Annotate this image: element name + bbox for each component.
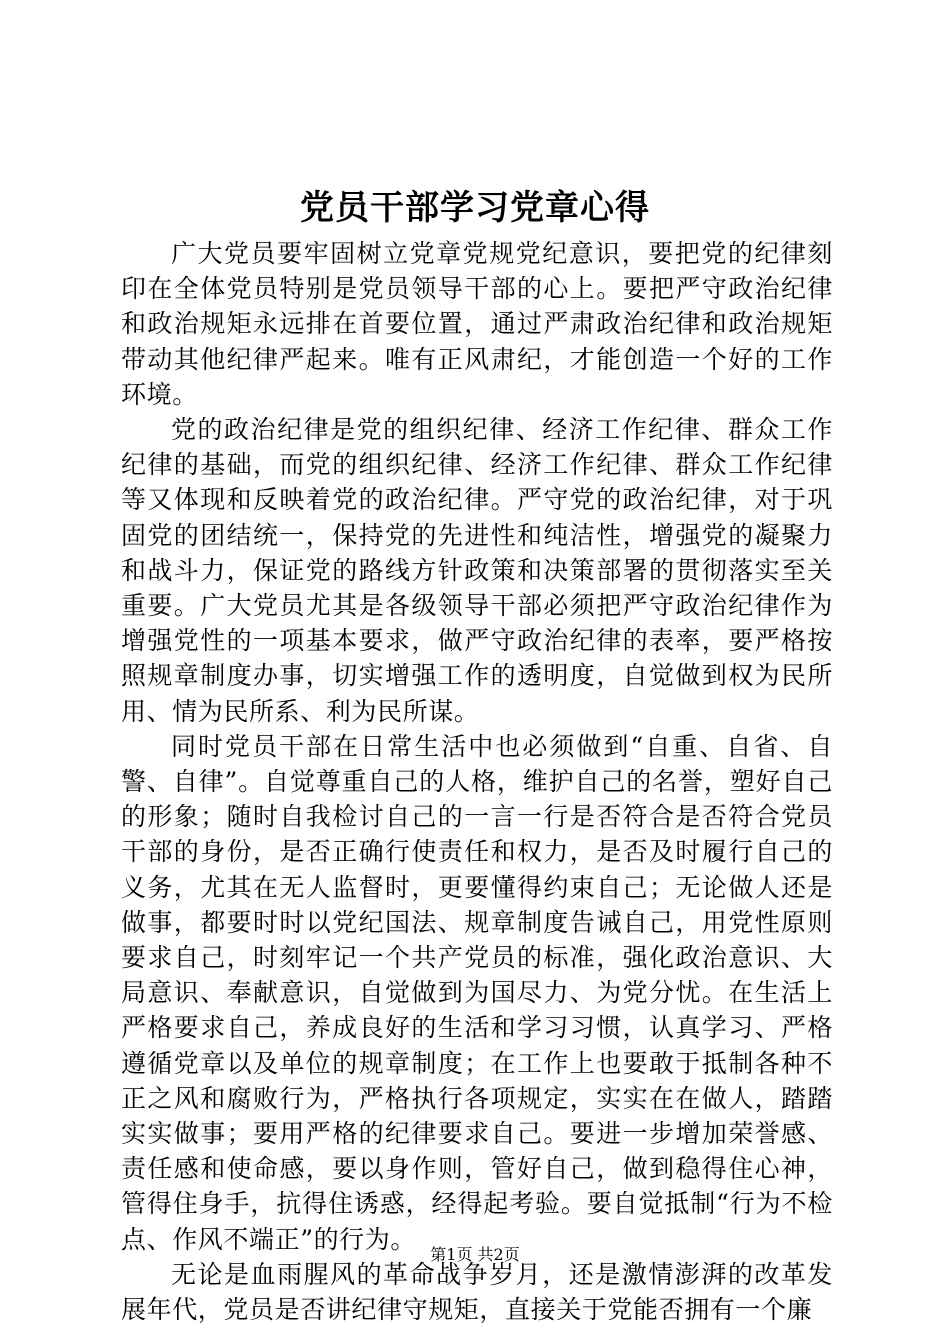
page-footer [0,1243,950,1267]
paragraph-2: 党的政治纪律是党的组织纪律、经济工作纪律、群众工作纪律的基础，而党的组织纪律、经济工作纪律、群众工作纪律等又体现和反映着党的政治纪律。严守党的政治纪律，对于巩固党的团结统一，保持党的先进性和纯洁性，增强党的凝聚力和战斗力，保证党的路线方针政策和决策部署的贯彻落实至关重要。广大党员尤其是各级领导干部必须把严守政治纪律作为增强党性的一项基本要求，做严守政治纪律的表率，要严格按照规章制度办事，切实增强工作的透明度，自觉做到权为民所用、情为民所系、利为民所谋。 [121,415,833,726]
document-body [121,236,833,1327]
paragraph-4: 无论是血雨腥风的革命战争岁月，还是激情澎湃的改革发展年代，党员是否讲纪律守规矩，直接关于党能否拥有一个廉 [121,1259,833,1325]
document-title: 党员干部学习党章心得 [300,188,650,228]
page-number: 第1页 共2页 [430,1245,520,1264]
paragraph-1: 广大党员要牢固树立党章党规党纪意识，要把党的纪律刻印在全体党员特别是党员领导干部的心上。要把严守政治纪律和政治规矩永远排在首要位置，通过严肃政治纪律和政治规矩带动其他纪律严起来。唯有正风肃纪，才能创造一个好的工作环境。 [121,239,833,409]
paragraph-3: 同时党员干部在日常生活中也必须做到“自重、自省、自警、自律”。自觉尊重自己的人格，维护自己的名誉，塑好自己的形象；随时自我检讨自己的一言一行是否符合是否符合党员干部的身份，是否正确行使责任和权力，是否及时履行自己的义务，尤其在无人监督时，更要懂得约束自己；无论做人还是做事，都要时时以党纪国法、规章制度告诫自己，用党性原则要求自己，时刻牢记一个共产党员的标准，强化政治意识、大局意识、奉献意识，自觉做到为国尽力、为党分忧。在生活上严格要求自己，养成良好的生活和学习习惯，认真学习、严格遵循党章以及单位的规章制度；在工作上也要敢于抵制各种不正之风和腐败行为，严格执行各项规定，实实在在做人，踏踏实实做事；要用严格的纪律要求自己。要进一步增加荣誉感、责任感和使命感，要以身作则，管好自己，做到稳得住心神，管得住身手，抗得住诱惑，经得起考验。要自觉抵制“行为不检点、作风不端正”的行为。 [121,731,833,1254]
